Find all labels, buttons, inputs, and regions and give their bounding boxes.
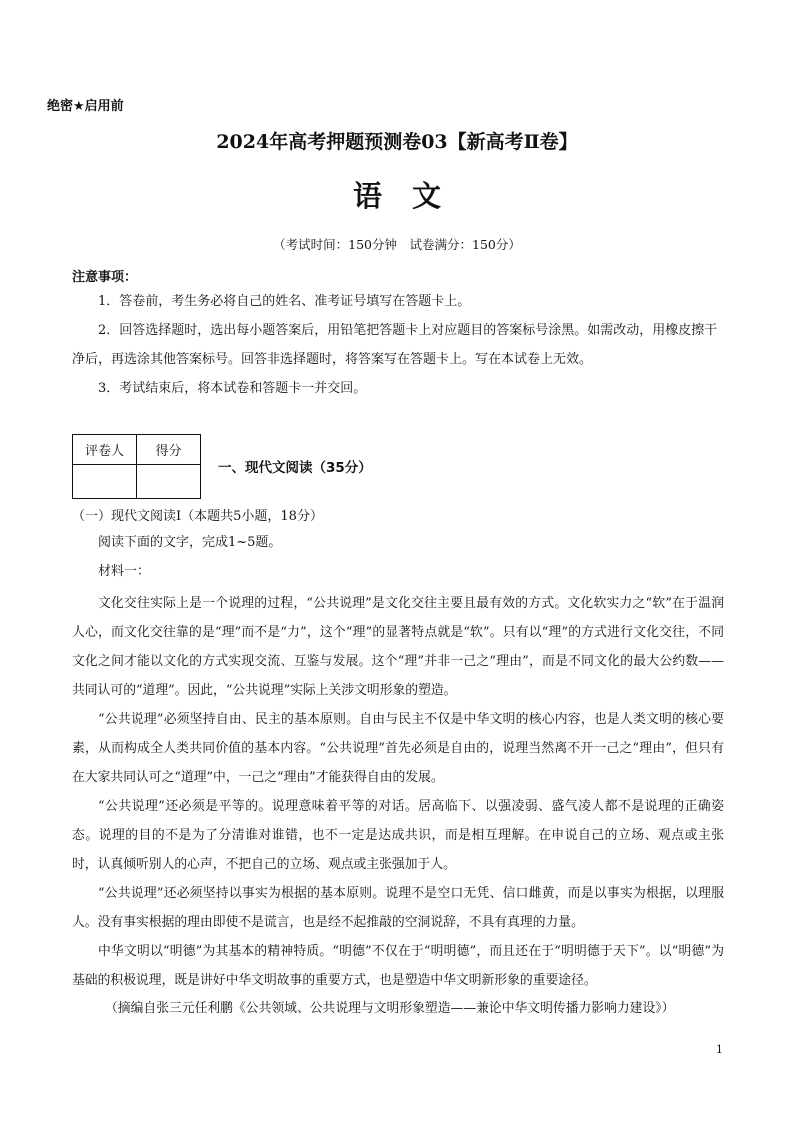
article-paragraph: “公共说理”还必须坚持以事实为根据的基本原则。说理不是空口无凭、信口雌黄，而是以事实为根据，以理服人。没有事实根据的理由即使不是谎言，也是经不起推敲的空洞说辞，不具有真理的力量。: [72, 886, 724, 930]
subsection-title: （一）现代文阅读Ⅰ（本题共5小题，18分）: [72, 509, 323, 524]
subject-title: 语文: [352, 179, 471, 213]
exam-info: （考试时间：150分钟 试卷满分：150分）: [273, 237, 521, 252]
article-source: （摘编自张三元任利鹏《公共领域、公共说理与文明形象塑造——兼论中华文明传播力影响力建设》）: [105, 1001, 675, 1016]
score-table-header-score: 得分: [137, 435, 201, 465]
notice-item-2: 2．回答选择题时，选出每小题答案后，用铅笔把答题卡上对应题目的答案标号涂黑。如需改动，用橡皮擦干净后，再选涂其他答案标号。回答非选择题时，将答案写在答题卡上。写在本试卷上无效。: [72, 323, 718, 367]
section-title: 一、现代文阅读（35分）: [218, 460, 372, 476]
score-table: [72, 434, 201, 499]
grader-cell: [73, 465, 137, 499]
material-label: 材料一：: [98, 564, 151, 579]
score-table-header-grader: 评卷人: [73, 435, 137, 465]
score-cell: [137, 465, 201, 499]
article-paragraph: “公共说理”必须坚持自由、民主的基本原则。自由与民主不仅是中华文明的核心内容，也是人类文明的核心要素，从而构成全人类共同价值的基本内容。“公共说理”首先必须是自由的，说理当然离不开一己之“理由”，但只有在大家共同认可之“道理”中，一己之“理由”才能获得自由的发展。: [72, 712, 724, 785]
reading-instruction: 阅读下面的文字，完成1~5题。: [98, 535, 282, 550]
article-paragraph: 中华文明以“明德”为其基本的精神特质。“明德”不仅在于“明明德”，而且还在于“明明德于天下”。以“明德”为基础的积极说理，既是讲好中华文明故事的重要方式，也是塑造中华文明新形象的重要途径。: [72, 944, 724, 988]
article-paragraph: 文化交往实际上是一个说理的过程，“公共说理”是文化交往主要且最有效的方式。文化软实力之“软”在于温润人心，而文化交往靠的是“理”而不是“力”，这个“理”的显著特点就是“软”。只有以“理”的方式进行文化交往，不同文化之间才能以文化的方式实现交流、互鉴与发展。这个“理”并非一己之“理由”，而是不同文化的最大公约数——共同认可的“道理”。因此，“公共说理”实际上关涉文明形象的塑造。: [72, 596, 724, 698]
notice-item-1: 1．答卷前，考生务必将自己的姓名、准考证号填写在答题卡上。: [98, 294, 471, 309]
confidential-label: 绝密★启用前: [47, 99, 124, 114]
article-paragraph: “公共说理”还必须是平等的。说理意味着平等的对话。居高临下、以强凌弱、盛气凌人都不是说理的正确姿态。说理的目的不是为了分清谁对谁错，也不一定是达成共识，而是相互理解。在申说自己的立场、观点或主张时，认真倾听别人的心声，不把自己的立场、观点或主张强加于人。: [72, 799, 724, 872]
page-number: 1: [716, 1043, 723, 1056]
notice-item-3: 3．考试结束后，将本试卷和答题卡一并交回。: [98, 381, 367, 396]
notice-title: 注意事项：: [72, 270, 138, 285]
exam-title: 2024年高考押题预测卷03【新高考Ⅱ卷】: [216, 131, 578, 153]
